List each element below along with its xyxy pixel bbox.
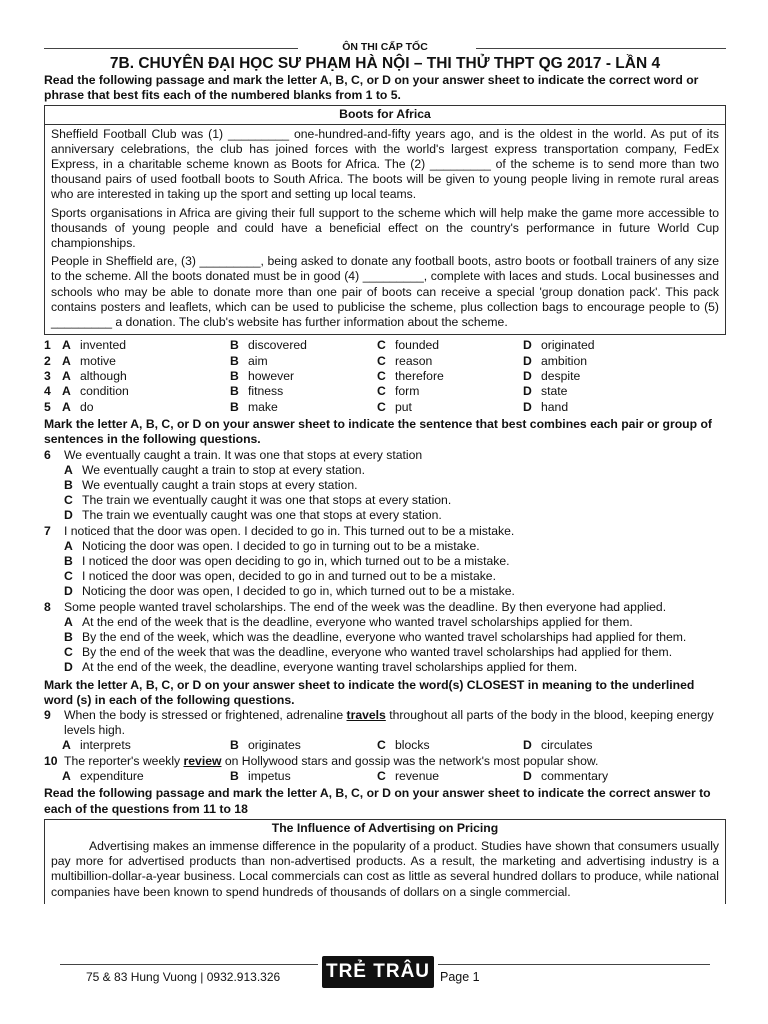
option-a[interactable]: Noticing the door was open. I decided to go in turning out to be a mistake. <box>82 538 480 553</box>
page-footer <box>60 950 710 990</box>
question-text: We eventually caught a train. It was one that stops at every station <box>64 447 423 462</box>
page-title: 7B. CHUYÊN ĐẠI HỌC SƯ PHẠM HÀ NỘI – THI THỬ THPT QG 2017 - LẦN 4 <box>109 55 661 72</box>
question-text: Some people wanted travel scholarships. The end of the week was the deadline. By then everyone had applied. <box>64 599 667 614</box>
option-row-4: 4 A condition B fitness C form D state <box>44 384 568 399</box>
question-text: When the body is stressed or frightened, adrenaline travels throughout all parts of the body in the blood, keeping energy levels high. <box>64 708 714 738</box>
option-b[interactable]: originates <box>248 738 301 753</box>
option-row-1: 1 A invented B discovered C founded D originated <box>44 338 595 353</box>
option-d[interactable]: state <box>541 384 568 399</box>
passage-paragraph: People in Sheffield are, (3) _________, being asked to donate any football boots, astro boots or football trainers of any size to the scheme. All the boots donated must be in good (4) _________, complete with laces and studs. Local businesses and schools who may be able to donate more than one pair of boots can receive a special 'group donation pack'. This pack contains posters and leaflets, which can be used to publicise the scheme, plus collection bags to encourage people to (5) _________ a donation. The club's website has further information about the scheme. <box>51 254 719 330</box>
option-row-2: 2 A motive B aim C reason D ambition <box>44 353 588 368</box>
question-text: I noticed that the door was open. I decided to go in. This turned out to be a mistake. <box>64 523 515 538</box>
option-row-5: 5 A do B make C put D hand <box>44 399 569 414</box>
header-top: ÔN THI CẤP TỐC <box>44 40 726 54</box>
option-a[interactable]: interprets <box>80 738 131 753</box>
option-d[interactable]: hand <box>541 399 569 414</box>
passage-paragraph: Sheffield Football Club was (1) _________ one-hundred-and-fifty years ago, and is the oldest in the world. As put of its anniversary celebrations, the club has joined forces with the world's largest express transportation company, FedEx Express, in a charitable scheme known as Boots for Africa. The (2) _________ of the scheme is to send more than two thousand pairs of used football boots to South Africa. The boots will be given to young people living in remote rural areas who are interested in taking up the sport and setting up local teams. <box>51 126 719 202</box>
section3-instruction: Mark the letter A, B, C, or D on your answer sheet to indicate the word(s) CLOSEST in meaning to the underlined word (s) in each of the following questions. <box>44 677 695 707</box>
option-d[interactable]: commentary <box>541 769 609 784</box>
option-row-3: 3 A although B however C therefore D despite <box>44 369 581 384</box>
option-c[interactable]: By the end of the week that was the deadline, everyone who wanted travel scholarships had applied for them. <box>82 645 673 660</box>
option-b[interactable]: fitness <box>248 384 284 399</box>
option-c[interactable]: founded <box>395 338 440 353</box>
question-10: 10 The reporter's weekly review on Hollywood stars and gossip was the network's most popular show. A expenditure B impetus C revenue D commentary <box>44 753 609 784</box>
option-c[interactable]: reason <box>395 353 433 368</box>
option-c[interactable]: put <box>395 399 412 414</box>
question-number: 3 <box>44 369 51 384</box>
option-a[interactable]: At the end of the week that is the deadline, everyone who wanted travel scholarships applied for them. <box>82 614 633 629</box>
option-c[interactable]: blocks <box>395 738 430 753</box>
option-a[interactable]: condition <box>80 384 129 399</box>
option-d[interactable]: originated <box>541 338 595 353</box>
option-b[interactable]: We eventually caught a train stops at every station. <box>82 478 358 493</box>
brand-logo: TRẺ TRÂU <box>322 956 434 988</box>
options-1-5 <box>44 338 726 415</box>
passage-title: Boots for Africa <box>45 106 725 124</box>
option-b[interactable]: impetus <box>248 769 291 784</box>
underlined-word: travels <box>346 708 386 723</box>
question-text: The reporter's weekly review on Hollywood stars and gossip was the network's most popular show. <box>64 753 599 768</box>
section1-instruction: Read the following passage and mark the letter A, B, C, or D on your answer sheet to indicate the correct word or phrase that best fits each of the numbered blanks from 1 to 5. <box>44 73 699 103</box>
option-c[interactable]: form <box>395 384 420 399</box>
passage-box-advertising <box>44 819 726 904</box>
option-b[interactable]: make <box>248 399 278 414</box>
option-b[interactable]: discovered <box>248 338 307 353</box>
option-c[interactable]: I noticed the door was open, decided to go in and turned out to be a mistake. <box>82 569 496 584</box>
passage-title: The Influence of Advertising on Pricing <box>271 820 499 835</box>
option-a[interactable]: invented <box>80 338 127 353</box>
option-c[interactable]: revenue <box>395 769 440 784</box>
question-8: 8 Some people wanted travel scholarships. The end of the week was the deadline. By then everyone had applied. A At the end of the week that is the deadline, everyone who wanted travel scholarships applied for them. B By the end of the week, which was the deadline, everyone who wanted travel scholarships had applied for them. C By the end of the week that was the deadline, everyone who wanted travel scholarships had applied for them. D At the end of the week, the deadline, everyone wanting travel scholarships applied for them. <box>44 599 687 675</box>
option-a[interactable]: motive <box>80 353 116 368</box>
option-a[interactable]: although <box>80 369 127 384</box>
question-6: 6 We eventually caught a train. It was one that stops at every station A We eventually caught a train to stop at every station. B We eventually caught a train stops at every station. C The train we eventually caught it was one that stops at every station. D The train we eventually caught was one that stops at every station. <box>44 447 452 523</box>
option-d[interactable]: The train we eventually caught was one that stops at every station. <box>82 508 442 523</box>
question-number: 1 <box>44 338 51 353</box>
option-b[interactable]: aim <box>248 353 268 368</box>
footer-address: 75 & 83 Hung Vuong | 0932.913.326 <box>86 970 281 984</box>
passage-paragraph: Advertising makes an immense difference in the popularity of a product. Studies have shown that consumers usually pay more for advertised products than non-advertised products. As a result, the marketing and advertising industry is a multibillion-dollar-a-year business. Local commercials can cost as little as several hundred dollars to produce, while national companies have been known to spend hundreds of thousands of dollars on a single commercial. <box>51 839 719 899</box>
exam-page <box>44 40 726 904</box>
option-c[interactable]: therefore <box>395 369 444 384</box>
underlined-word: review <box>183 753 222 768</box>
passage-box-boots <box>44 105 726 335</box>
question-9: 9 When the body is stressed or frightened, adrenaline travels throughout all parts of the body in the blood, keeping energy levels high. A interprets B originates C blocks D circulates <box>44 708 726 754</box>
option-d[interactable]: ambition <box>541 353 588 368</box>
option-b[interactable]: I noticed the door was open deciding to go in, which turned out to be a mistake. <box>82 554 510 569</box>
option-b[interactable]: however <box>248 369 295 384</box>
option-b[interactable]: By the end of the week, which was the deadline, everyone who wanted travel scholarships had applied for them. <box>82 630 687 645</box>
question-number: 4 <box>44 384 51 399</box>
question-number: 2 <box>44 353 51 368</box>
option-d[interactable]: Noticing the door was open, I decided to go in, which turned out to be a mistake. <box>82 584 515 599</box>
page-number: Page 1 <box>440 970 480 984</box>
section2-instruction: Mark the letter A, B, C, or D on your answer sheet to indicate the sentence that best combines each pair or group of sentences in the following questions. <box>44 417 712 447</box>
passage-paragraph: Sports organisations in Africa are giving their full support to the scheme which will help make the game more accessible to thousands of young people and could have a beneficial effect on the country's performance in future World Cup championships. <box>51 205 719 251</box>
question-7: 7 I noticed that the door was open. I decided to go in. This turned out to be a mistake. A Noticing the door was open. I decided to go in turning out to be a mistake. B I noticed the door was open deciding to go in, which turned out to be a mistake. C I noticed the door was open, decided to go in and turned out to be a mistake. D Noticing the door was open, I decided to go in, which turned out to be a mistake. <box>44 523 515 599</box>
option-a[interactable]: expenditure <box>80 769 144 784</box>
option-a[interactable]: do <box>80 399 94 414</box>
option-d[interactable]: circulates <box>541 738 593 753</box>
option-c[interactable]: The train we eventually caught it was one that stops at every station. <box>82 493 452 508</box>
question-number: 5 <box>44 399 51 414</box>
option-d[interactable]: At the end of the week, the deadline, everyone wanting travel scholarships applied for them. <box>82 660 578 675</box>
section4-instruction: Read the following passage and mark the letter A, B, C, or D on your answer sheet to indicate the correct answer to each of the questions from 11 to 18 <box>44 786 711 816</box>
option-a[interactable]: We eventually caught a train to stop at every station. <box>82 462 365 477</box>
option-d[interactable]: despite <box>541 369 581 384</box>
